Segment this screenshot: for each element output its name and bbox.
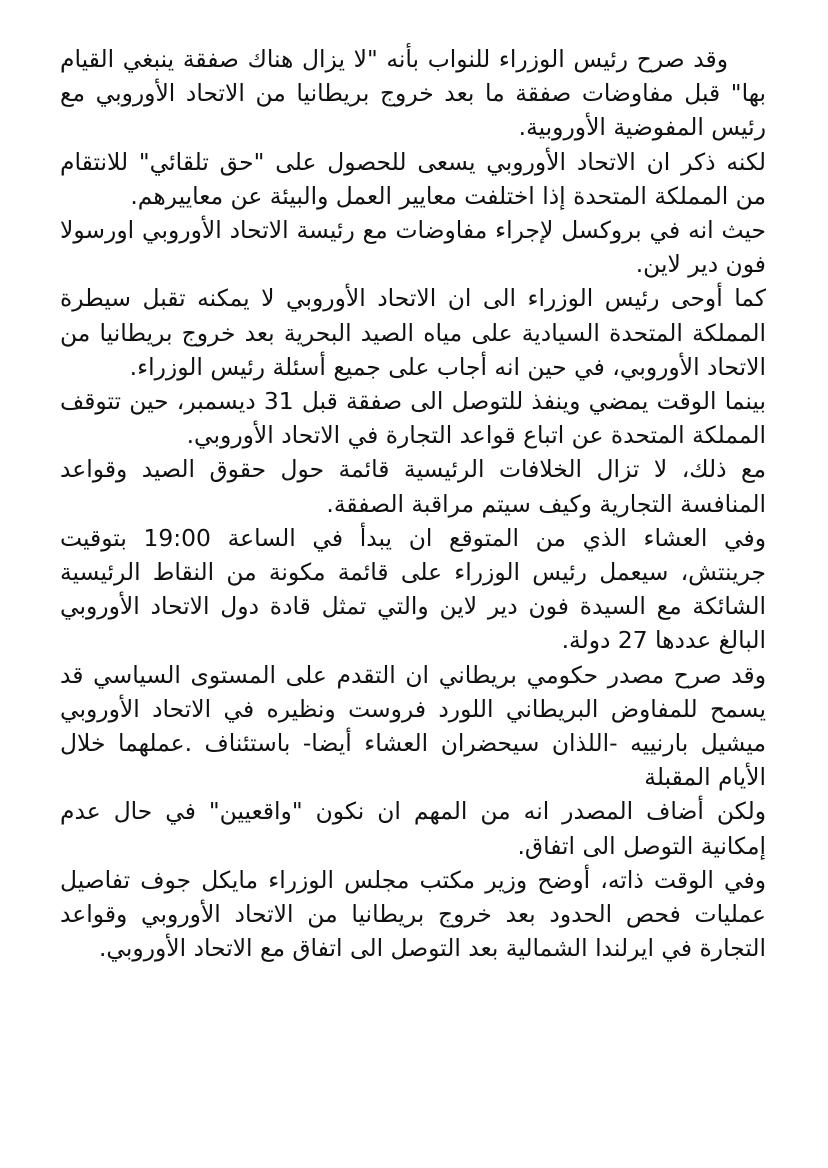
paragraph-text: وقد صرح مصدر حكومي بريطاني ان التقدم على المستوى السياسي قد يسمح للمفاوض البريطاني اللورد فروست ونظيره في الاتحاد الأوروبي ميشيل بارنييه -اللذان سيحضران العشاء أيضا- باستئناف .عملهما خلال الأيام المقبلة	[60, 660, 766, 792]
paragraph-text: وقد صرح رئيس الوزراء للنواب بأنه "لا يزال هناك صفقة ينبغي القيام بها" قبل مفاوضات صفقة ما بعد خروج بريطانيا من الاتحاد الأوروبي مع رئيس المفوضية الأوروبية.	[60, 45, 766, 142]
paragraph-summit-deal	[60, 42, 766, 145]
paragraph-automatic-right	[60, 145, 766, 213]
paragraph-text: مع ذلك، لا تزال الخلافات الرئيسية قائمة حول حقوق الصيد وقواعد المنافسة التجارية وكيف سيتم مراقبة الصفقة.	[60, 455, 766, 518]
paragraph-text: ولكن أضاف المصدر انه من المهم ان نكون "واقعيين" في حال عدم إمكانية التوصل الى اتفاق.	[60, 797, 766, 860]
paragraph-text: كما أوحى رئيس الوزراء الى ان الاتحاد الأوروبي لا يمكنه تقبل سيطرة المملكة المتحدة السيادية على مياه الصيد البحرية بعد خروج بريطانيا من الاتحاد الأوروبي، في حين انه أجاب على جميع أسئلة رئيس الوزراء.	[60, 284, 766, 381]
paragraph-brussels-talks	[60, 213, 766, 281]
paragraph-dinner	[60, 521, 766, 658]
paragraph-fishing-waters	[60, 281, 766, 384]
paragraph-disagreements	[60, 452, 766, 520]
article-body	[60, 42, 766, 1128]
paragraph-realistic	[60, 794, 766, 862]
paragraph-text: حيث انه في بروكسل لإجراء مفاوضات مع رئيسة الاتحاد الأوروبي اورسولا فون دير لاين.	[60, 216, 766, 279]
paragraph-government-source	[60, 658, 766, 795]
paragraph-text: لكنه ذكر ان الاتحاد الأوروبي يسعى للحصول على "حق تلقائي" للانتقام من المملكة المتحدة إذا اختلفت معايير العمل والبيئة عن معاييرهم.	[60, 147, 766, 210]
paragraph-text: بينما الوقت يمضي وينفذ للتوصل الى صفقة قبل 31 ديسمبر، حين تتوقف المملكة المتحدة عن اتباع قواعد التجارة في الاتحاد الأوروبي.	[60, 387, 766, 450]
paragraph-text: وفي العشاء الذي من المتوقع ان يبدأ في الساعة 19:00 بتوقيت جرينتش، سيعمل رئيس الوزراء على قائمة مكونة من النقاط الرئيسية الشائكة مع السيدة فون دير لاين والتي تمثل قادة دول الاتحاد الأوروبي البالغ عددها 27 دولة.	[60, 523, 766, 655]
paragraph-text: وفي الوقت ذاته، أوضح وزير مكتب مجلس الوزراء مايكل جوف تفاصيل عمليات فحص الحدود بعد خروج بريطانيا من الاتحاد الأوروبي وقواعد التجارة في ايرلندا الشمالية بعد التوصل الى اتفاق مع الاتحاد الأوروبي.	[60, 865, 766, 963]
paragraph-deadline	[60, 384, 766, 452]
paragraph-border-checks	[60, 863, 766, 966]
